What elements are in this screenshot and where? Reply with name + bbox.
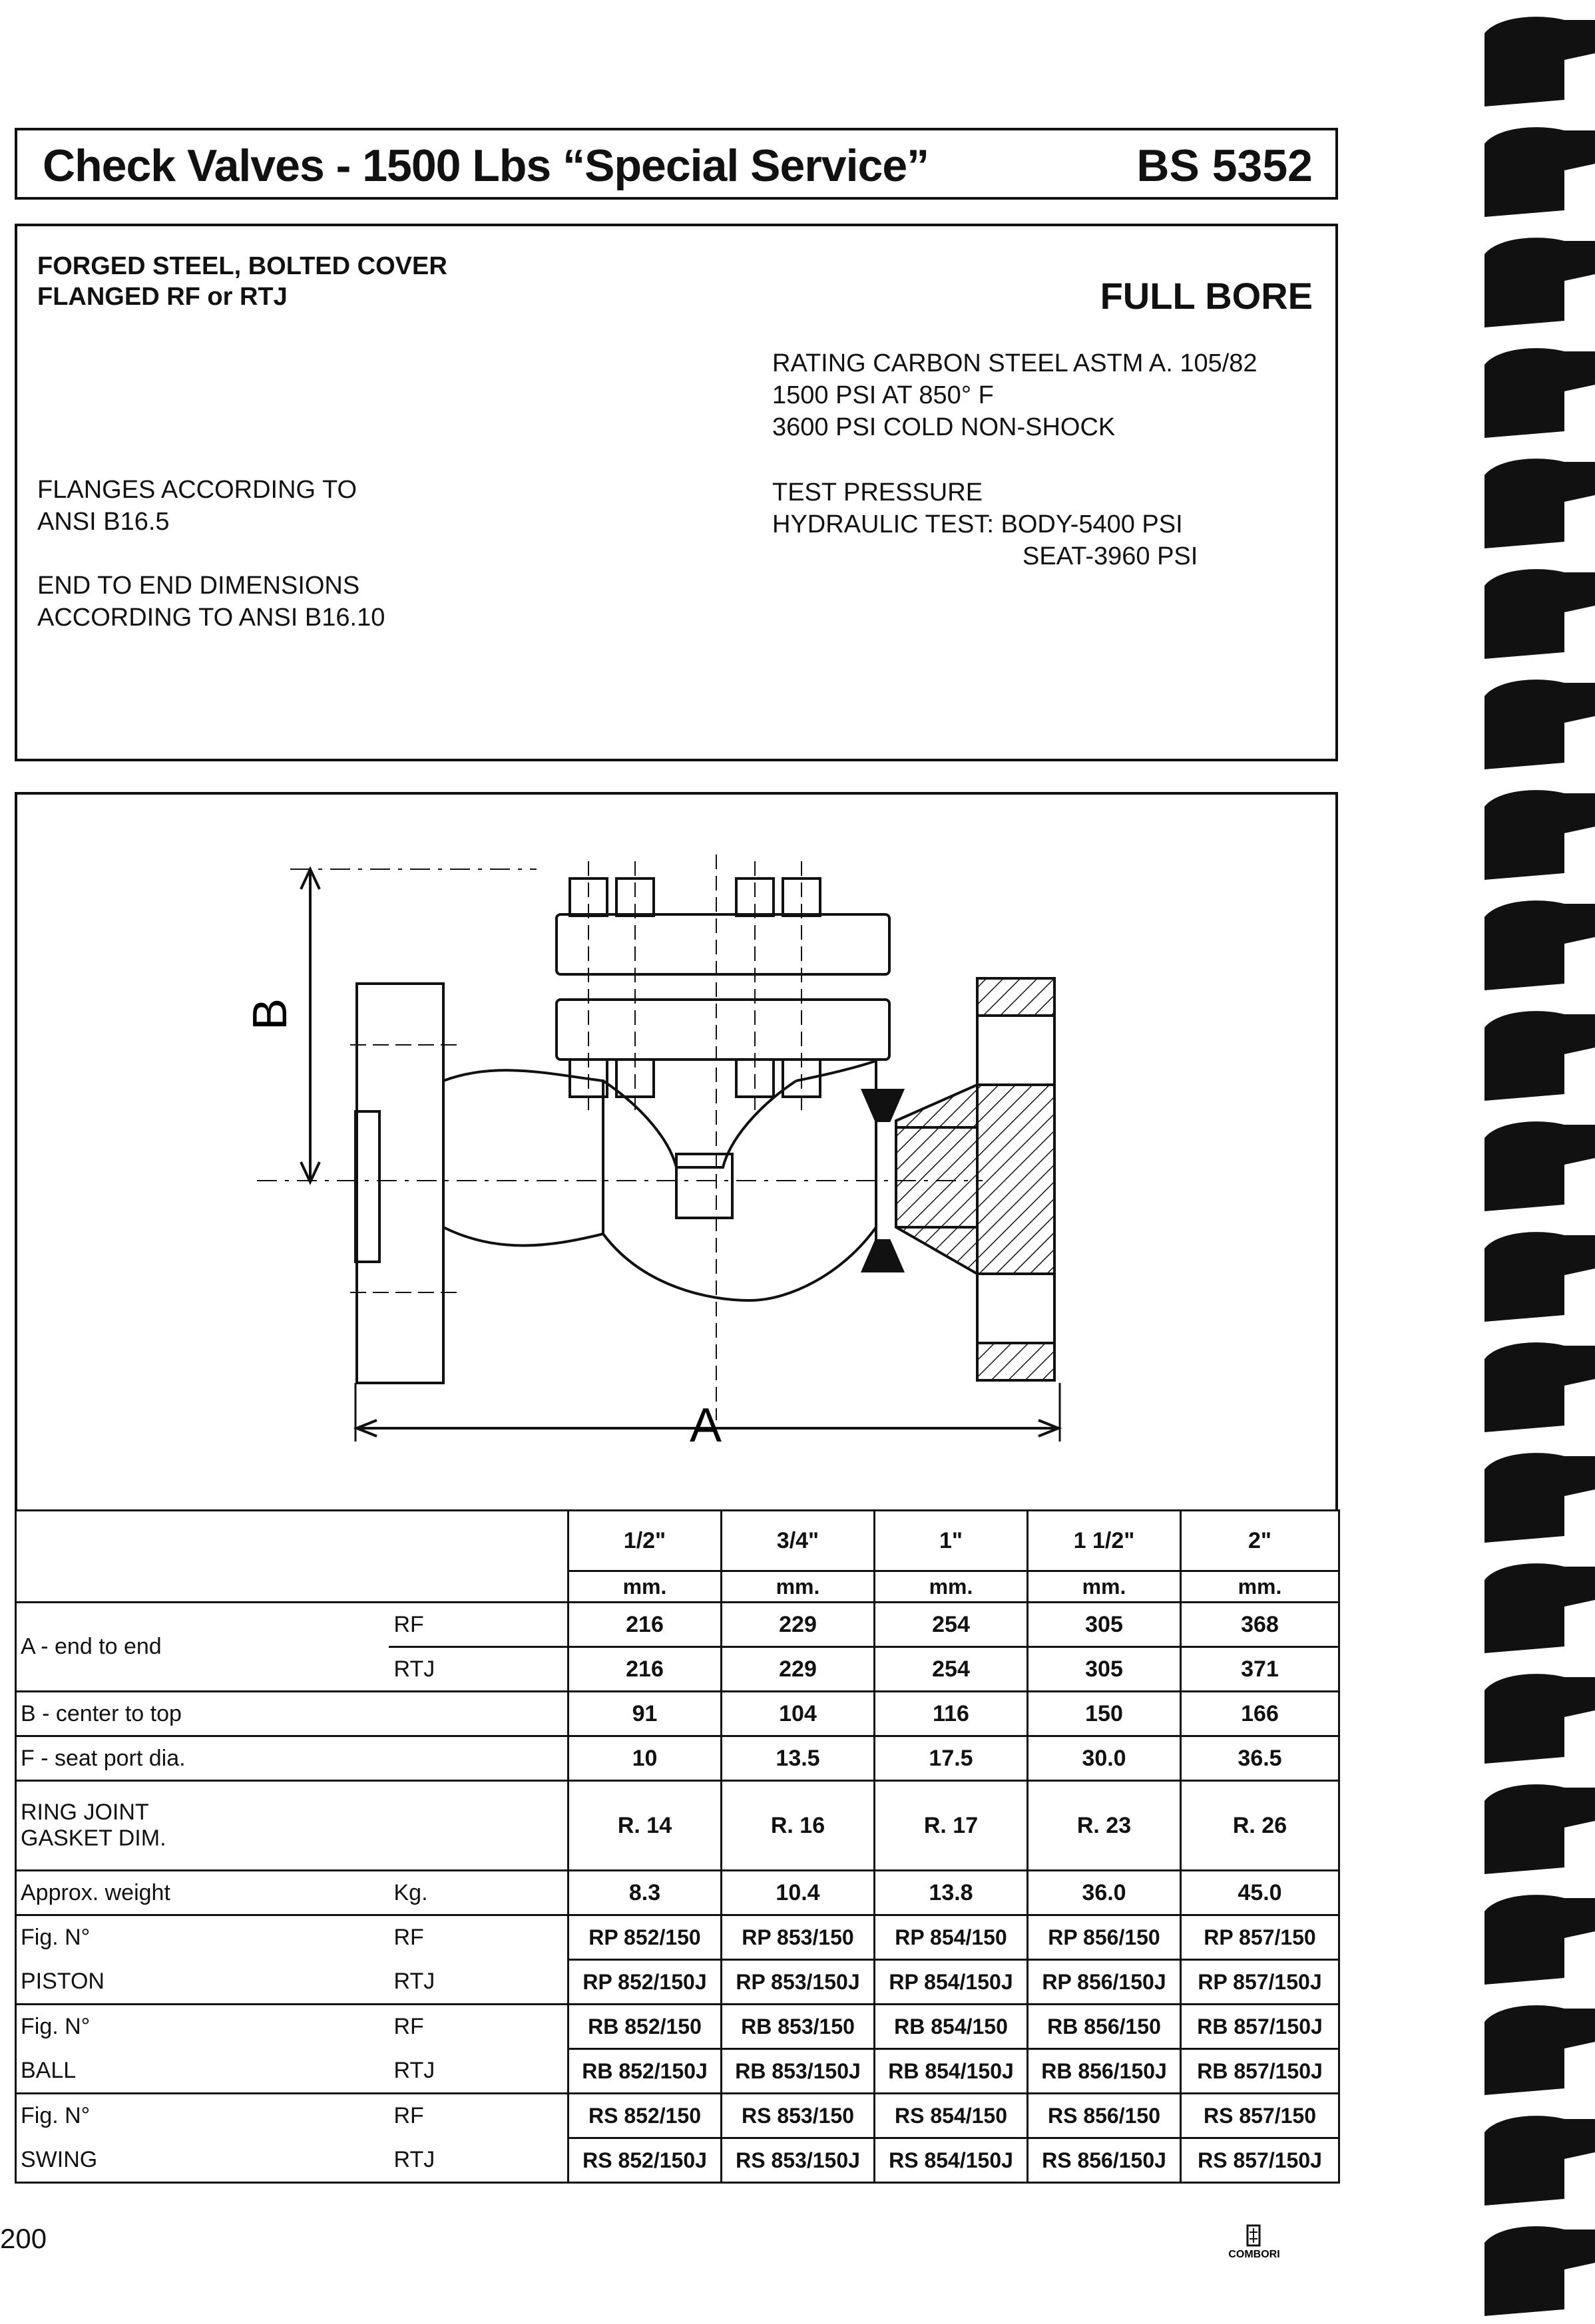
row-label: BALL <box>16 2049 389 2094</box>
cell: RS 857/150 <box>1181 2094 1339 2138</box>
cell: RP 853/150 <box>722 1915 875 1960</box>
cell: 305 <box>1028 1603 1181 1647</box>
binder-ring-mark <box>1484 1121 1595 1211</box>
size-header: 1 1/2" <box>1028 1511 1181 1571</box>
row-sublabel: Kg. <box>389 1871 569 1915</box>
cell: 254 <box>875 1647 1028 1692</box>
cell: RS 853/150J <box>722 2138 875 2183</box>
cell: RB 856/150J <box>1028 2049 1181 2094</box>
table-row <box>16 2049 1339 2094</box>
row-sublabel: RTJ <box>389 2138 569 2183</box>
binder-ring-mark <box>1484 1784 1595 1874</box>
end-dimensions-line-1: END TO END DIMENSIONS <box>37 572 360 600</box>
table-row <box>16 1692 1339 1736</box>
row-label: Fig. N° <box>16 2005 389 2049</box>
row-sublabel: RF <box>389 2094 569 2138</box>
cell: RB 857/150J <box>1181 2005 1339 2049</box>
size-header-row <box>16 1511 1339 1571</box>
row-sublabel: RF <box>389 2005 569 2049</box>
cell: RS 852/150 <box>569 2094 722 2138</box>
cell: R. 14 <box>569 1781 722 1871</box>
unit-cell: mm. <box>569 1571 722 1603</box>
binder-ring-mark <box>1484 1232 1595 1322</box>
test-line-2: HYDRAULIC TEST: BODY-5400 PSI <box>772 510 1183 538</box>
bolted-cover <box>557 914 889 974</box>
rating-line-1: RATING CARBON STEEL ASTM A. 105/82 <box>772 349 1257 377</box>
cell: RS 854/150J <box>875 2138 1028 2183</box>
binder-ring-mark <box>1484 2005 1595 2095</box>
binder-ring-mark <box>1484 17 1595 106</box>
page-number: 200 <box>0 2223 47 2254</box>
binder-ring-mark <box>1484 1453 1595 1543</box>
construction-line-1: FORGED STEEL, BOLTED COVER <box>37 252 447 280</box>
dimensions-table <box>15 1509 1340 2184</box>
binder-ring-mark <box>1484 679 1595 769</box>
svg-text:COMBORI: COMBORI <box>1228 2249 1280 2260</box>
cell: 91 <box>569 1692 722 1736</box>
cell: RS 856/150J <box>1028 2138 1181 2183</box>
table-row <box>16 1603 1339 1647</box>
row-sublabel: RTJ <box>389 1960 569 2005</box>
cell: RB 853/150 <box>722 2005 875 2049</box>
binder-ring-mark <box>1484 1342 1595 1432</box>
cell: RS 854/150 <box>875 2094 1028 2138</box>
cell: RB 854/150J <box>875 2049 1028 2094</box>
row-label: B - center to top <box>16 1692 389 1736</box>
cell: RP 856/150J <box>1028 1960 1181 2005</box>
left-flange <box>357 984 443 1383</box>
title-bar <box>15 128 1338 200</box>
row-label: Fig. N° <box>16 1915 389 1960</box>
valve-drawing <box>17 795 1335 1511</box>
cell: RP 852/150J <box>569 1960 722 2005</box>
cell: RS 852/150J <box>569 2138 722 2183</box>
row-label: Fig. N° <box>16 2094 389 2138</box>
rating-line-3: 3600 PSI COLD NON-SHOCK <box>772 413 1116 441</box>
end-dimensions-line-2: ACCORDING TO ANSI B16.10 <box>37 604 385 632</box>
dimension-b-label: B <box>244 998 297 1031</box>
cell: 10.4 <box>722 1871 875 1915</box>
cell: RP 857/150 <box>1181 1915 1339 1960</box>
cell: 254 <box>875 1603 1028 1647</box>
binder-ring-mark <box>1484 569 1595 659</box>
test-line-3: SEAT-3960 PSI <box>1023 542 1198 570</box>
size-header: 1/2" <box>569 1511 722 1571</box>
cell: 216 <box>569 1647 722 1692</box>
cell: R. 16 <box>722 1781 875 1871</box>
row-label <box>16 1781 389 1871</box>
cell: 45.0 <box>1181 1871 1339 1915</box>
cell: 116 <box>875 1692 1028 1736</box>
binder-ring-strip <box>1458 0 1595 2324</box>
row-sublabel: RF <box>389 1603 569 1647</box>
cell: RS 853/150 <box>722 2094 875 2138</box>
row-sublabel: RTJ <box>389 2049 569 2094</box>
binder-ring-mark <box>1484 2226 1595 2316</box>
cell: RB 852/150 <box>569 2005 722 2049</box>
row-sublabel: RF <box>389 1915 569 1960</box>
table-row <box>16 1781 1339 1871</box>
cell: 13.5 <box>722 1736 875 1781</box>
specification-box <box>15 224 1338 761</box>
cell: 368 <box>1181 1603 1339 1647</box>
cell: RB 857/150J <box>1181 2049 1339 2094</box>
cell: 10 <box>569 1736 722 1781</box>
binder-ring-mark <box>1484 1674 1595 1764</box>
binder-ring-mark <box>1484 790 1595 880</box>
binder-ring-mark <box>1484 238 1595 327</box>
cell: RS 857/150J <box>1181 2138 1339 2183</box>
cell: 30.0 <box>1028 1736 1181 1781</box>
table-row <box>16 2005 1339 2049</box>
cell: 17.5 <box>875 1736 1028 1781</box>
row-label: SWING <box>16 2138 389 2183</box>
body-flange <box>557 1000 889 1060</box>
table-row <box>16 1871 1339 1915</box>
unit-cell: mm. <box>875 1571 1028 1603</box>
rating-line-2: 1500 PSI AT 850° F <box>772 381 994 409</box>
unit-row <box>16 1571 1339 1603</box>
bolt-nuts <box>570 878 820 1097</box>
cell: RB 853/150J <box>722 2049 875 2094</box>
cell: 305 <box>1028 1647 1181 1692</box>
unit-cell: mm. <box>1028 1571 1181 1603</box>
size-header: 1" <box>875 1511 1028 1571</box>
table-row <box>16 1915 1339 1960</box>
cell: RP 854/150J <box>875 1960 1028 2005</box>
binder-ring-mark <box>1484 900 1595 990</box>
row-label: Approx. weight <box>16 1871 389 1915</box>
row-label: F - seat port dia. <box>16 1736 389 1781</box>
cell: 8.3 <box>569 1871 722 1915</box>
binder-ring-mark <box>1484 1895 1595 1985</box>
cell: 13.8 <box>875 1871 1028 1915</box>
table-row <box>16 2138 1339 2183</box>
cell: RP 852/150 <box>569 1915 722 1960</box>
cell: RB 852/150J <box>569 2049 722 2094</box>
binder-ring-mark <box>1484 127 1595 217</box>
cell: R. 26 <box>1181 1781 1339 1871</box>
flanges-line-2: ANSI B16.5 <box>37 508 170 536</box>
unit-cell: mm. <box>1181 1571 1339 1603</box>
cell: RS 856/150 <box>1028 2094 1181 2138</box>
row-sublabel: RTJ <box>389 1647 569 1692</box>
bore-type: FULL BORE <box>1100 275 1313 317</box>
cell: 229 <box>722 1647 875 1692</box>
page-title: Check Valves - 1500 Lbs “Special Service” <box>43 140 929 191</box>
cell: R. 23 <box>1028 1781 1181 1871</box>
binder-ring-mark <box>1484 1011 1595 1101</box>
cell: 216 <box>569 1603 722 1647</box>
row-label: A - end to end <box>16 1603 389 1692</box>
table-row <box>16 1736 1339 1781</box>
row-label-line-1: RING JOINT <box>21 1800 149 1825</box>
test-line-1: TEST PRESSURE <box>772 479 983 506</box>
publisher-logo <box>1214 2223 1294 2263</box>
cell: 166 <box>1181 1692 1339 1736</box>
cell: 371 <box>1181 1647 1339 1692</box>
drawing-box <box>15 792 1338 1511</box>
construction-line-2: FLANGED RF or RTJ <box>37 283 288 311</box>
dimension-a-label: A <box>690 1399 722 1452</box>
cell: RP 856/150 <box>1028 1915 1181 1960</box>
cell: 104 <box>722 1692 875 1736</box>
cell: 150 <box>1028 1692 1181 1736</box>
binder-ring-mark <box>1484 348 1595 438</box>
table-row <box>16 2094 1339 2138</box>
cell: RB 856/150 <box>1028 2005 1181 2049</box>
row-label-line-2: GASKET DIM. <box>21 1826 166 1851</box>
standard-code: BS 5352 <box>1136 140 1313 191</box>
size-header: 3/4" <box>722 1511 875 1571</box>
cell: RP 853/150J <box>722 1960 875 2005</box>
size-header: 2" <box>1181 1511 1339 1571</box>
flanges-line-1: FLANGES ACCORDING TO <box>37 476 357 504</box>
unit-cell: mm. <box>722 1571 875 1603</box>
row-label: PISTON <box>16 1960 389 2005</box>
cell: 229 <box>722 1603 875 1647</box>
binder-ring-mark <box>1484 1563 1595 1653</box>
cell: 36.5 <box>1181 1736 1339 1781</box>
binder-ring-mark <box>1484 459 1595 548</box>
binder-ring-mark <box>1484 2116 1595 2206</box>
cell: RP 854/150 <box>875 1915 1028 1960</box>
cell: RB 854/150 <box>875 2005 1028 2049</box>
table-row <box>16 1960 1339 2005</box>
cell: 36.0 <box>1028 1871 1181 1915</box>
cell: RP 857/150J <box>1181 1960 1339 2005</box>
cell: R. 17 <box>875 1781 1028 1871</box>
